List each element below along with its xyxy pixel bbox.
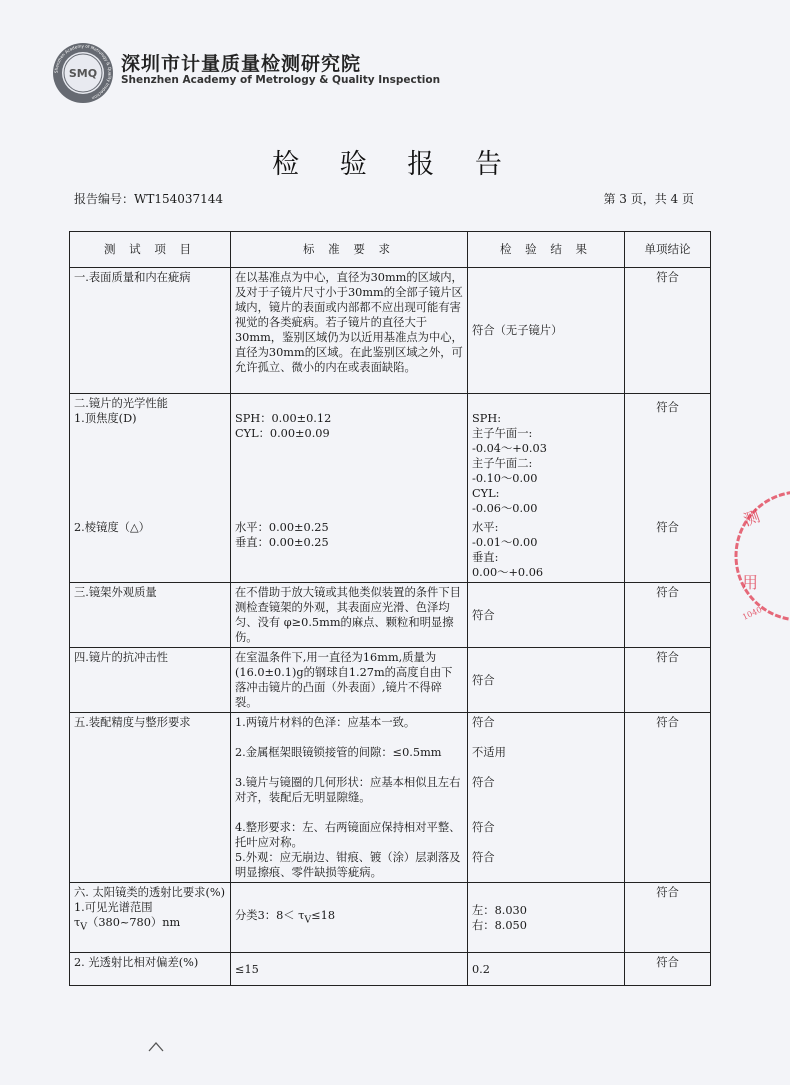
stamp-text-top: 测 [740,506,763,530]
item-visible-spectrum: 1.可见光谱范围 [74,901,153,914]
header-item: 测 试 项 目 [70,232,231,268]
req-assembly-3: 3.镜片与镜圈的几何形状：应基本相似且左右对齐，装配后无明显隙缝。 [235,776,461,804]
item-tau-range: $\tau_V(380\sim 780)nm$ [74,916,181,933]
conclusion-frame-appearance: 符合 [625,583,711,648]
req-prism [231,518,468,583]
result-line: 主子午面二: [472,457,533,470]
item-relative-deviation: 2. 光透射比相对偏差(%) [70,953,231,986]
result-assembly-4: 符合 [472,821,495,834]
result-line: 0.00～+0.06 [472,566,544,579]
table-row [70,518,711,583]
conclusion-prism: 符合 [625,518,711,583]
item-optical-performance [70,394,231,519]
result-line: -0.01～0.00 [472,536,538,549]
logo-ring-text: Shenzhen Academy of Metrology & Quality Inspection [53,43,113,101]
req-sph: SPH：0.00±0.12 [235,412,332,425]
item-transmittance-title: 六. 太阳镜类的透射比要求(%) [74,886,225,899]
header-conclusion: 单项结论 [625,232,711,268]
org-name-cn: 深圳市计量质量检测研究院 [121,53,362,75]
req-frame-appearance: 在不借助于放大镜或其他类似装置的条件下目测检查镜架的外观，其表面应光滑、色泽均匀、没有 φ≥0.5mm的麻点、颗粒和明显擦伤。 [231,583,468,648]
req-impact-resistance: 在室温条件下,用一直径为16mm,质量为(16.0±0.1)g的钢球自1.27m的高度自由下落冲击镜片的凸面（外表面）,镜片不得碎裂。 [231,648,468,713]
report-number: 报告编号：WT154037144 [74,192,224,206]
stamp-text-mid: 用 [742,573,759,592]
result-prism [468,518,625,583]
inspection-table [69,231,711,986]
conclusion-vertex-power: 符合 [625,394,711,519]
table-row [70,648,711,713]
result-assembly-5: 符合 [472,851,495,864]
item-transmittance [70,883,231,953]
result-line: -0.10～0.00 [472,472,538,485]
table-header-row [70,232,711,268]
result-assembly-1: 符合 [472,716,495,729]
item-vertex-power: 1.顶焦度(D) [74,412,137,425]
org-name-en: Shenzhen Academy of Metrology & Quality Inspection [121,74,441,86]
table-row [70,583,711,648]
result-line: 主子午面一: [472,427,533,440]
req-surface-quality: 在以基准点为中心，直径为30mm的区域内，及对于子镜片尺寸小于30mm的全部子镜片区域内，镜片的表面或内部都不应出现可能有害视觉的各类疵病。若子镜片的直径大于30mm，鉴别区域仍为以近用基准点为中心，直径为30mm的区域。在此鉴别区域之外，可允许孤立、微小的内在或表面缺陷。 [231,268,468,394]
result-vertex-power [468,394,625,519]
result-relative-deviation: 0.2 [468,953,625,986]
req-cyl: CYL：0.00±0.09 [235,427,330,440]
smq-logo [52,42,114,104]
conclusion-assembly-precision: 符合 [625,713,711,883]
result-right: 右：8.050 [472,918,527,932]
req-transmittance: 分类3：$8< \tau_V\le 18$ [231,883,468,953]
result-line: SPH: [472,412,501,425]
req-assembly-2: 2.金属框架眼镜锁接管的间隙：≤0.5mm [235,746,442,759]
result-impact-resistance: 符合 [468,648,625,713]
conclusion-surface-quality: 符合 [625,268,711,394]
stamp-text-num: 1040 [741,605,764,622]
item-impact-resistance: 四.镜片的抗冲击性 [70,648,231,713]
corner-mark [148,1042,164,1052]
page-info: 第 3 页，共 4 页 [603,192,694,206]
report-title: 检 验 报 告 [272,149,518,180]
item-assembly-precision: 五.装配精度与整形要求 [70,713,231,883]
item-prism: 2.棱镜度（△） [70,518,231,583]
result-assembly-3: 符合 [472,776,495,789]
header-result: 检 验 结 果 [468,232,625,268]
result-line: -0.04～+0.03 [472,442,547,455]
result-line: 垂直: [472,551,499,564]
result-line: CYL: [472,487,500,500]
header-requirement: 标 准 要 求 [231,232,468,268]
table-row [70,268,711,394]
req-assembly-5: 5.外观：应无崩边、钳痕、镀（涂）层剥落及明显擦痕、零件缺损等疵病。 [235,851,461,879]
result-frame-appearance: 符合 [468,583,625,648]
req-relative-deviation: ≤15 [231,953,468,986]
conclusion-impact-resistance: 符合 [625,648,711,713]
table-row [70,394,711,519]
result-line: -0.06～0.00 [472,502,538,515]
req-prism-horizontal: 水平：0.00±0.25 [235,521,329,534]
req-assembly-4: 4.整形要求：左、右两镜面应保持相对平整、托叶应对称。 [235,821,461,849]
item-frame-appearance: 三.镜架外观质量 [70,583,231,648]
req-assembly-1: 1.两镜片材料的色泽：应基本一致。 [235,716,416,729]
table-row [70,713,711,883]
table-row [70,953,711,986]
inspection-stamp [728,486,790,626]
result-assembly-precision [468,713,625,883]
conclusion-transmittance: 符合 [625,883,711,953]
req-prism-vertical: 垂直：0.00±0.25 [235,536,329,549]
result-line: 水平: [472,521,499,534]
result-surface-quality: 符合（无子镜片） [468,268,625,394]
item-surface-quality: 一.表面质量和内在疵病 [70,268,231,394]
result-transmittance [468,883,625,953]
req-vertex-power [231,394,468,519]
item-optical-title: 二.镜片的光学性能 [74,397,168,410]
result-assembly-2: 不适用 [472,746,506,759]
table-row [70,883,711,953]
logo-text: SMQ [68,67,98,80]
req-assembly-precision [231,713,468,883]
conclusion-relative-deviation: 符合 [625,953,711,986]
result-left: 左：8.030 [472,903,527,917]
